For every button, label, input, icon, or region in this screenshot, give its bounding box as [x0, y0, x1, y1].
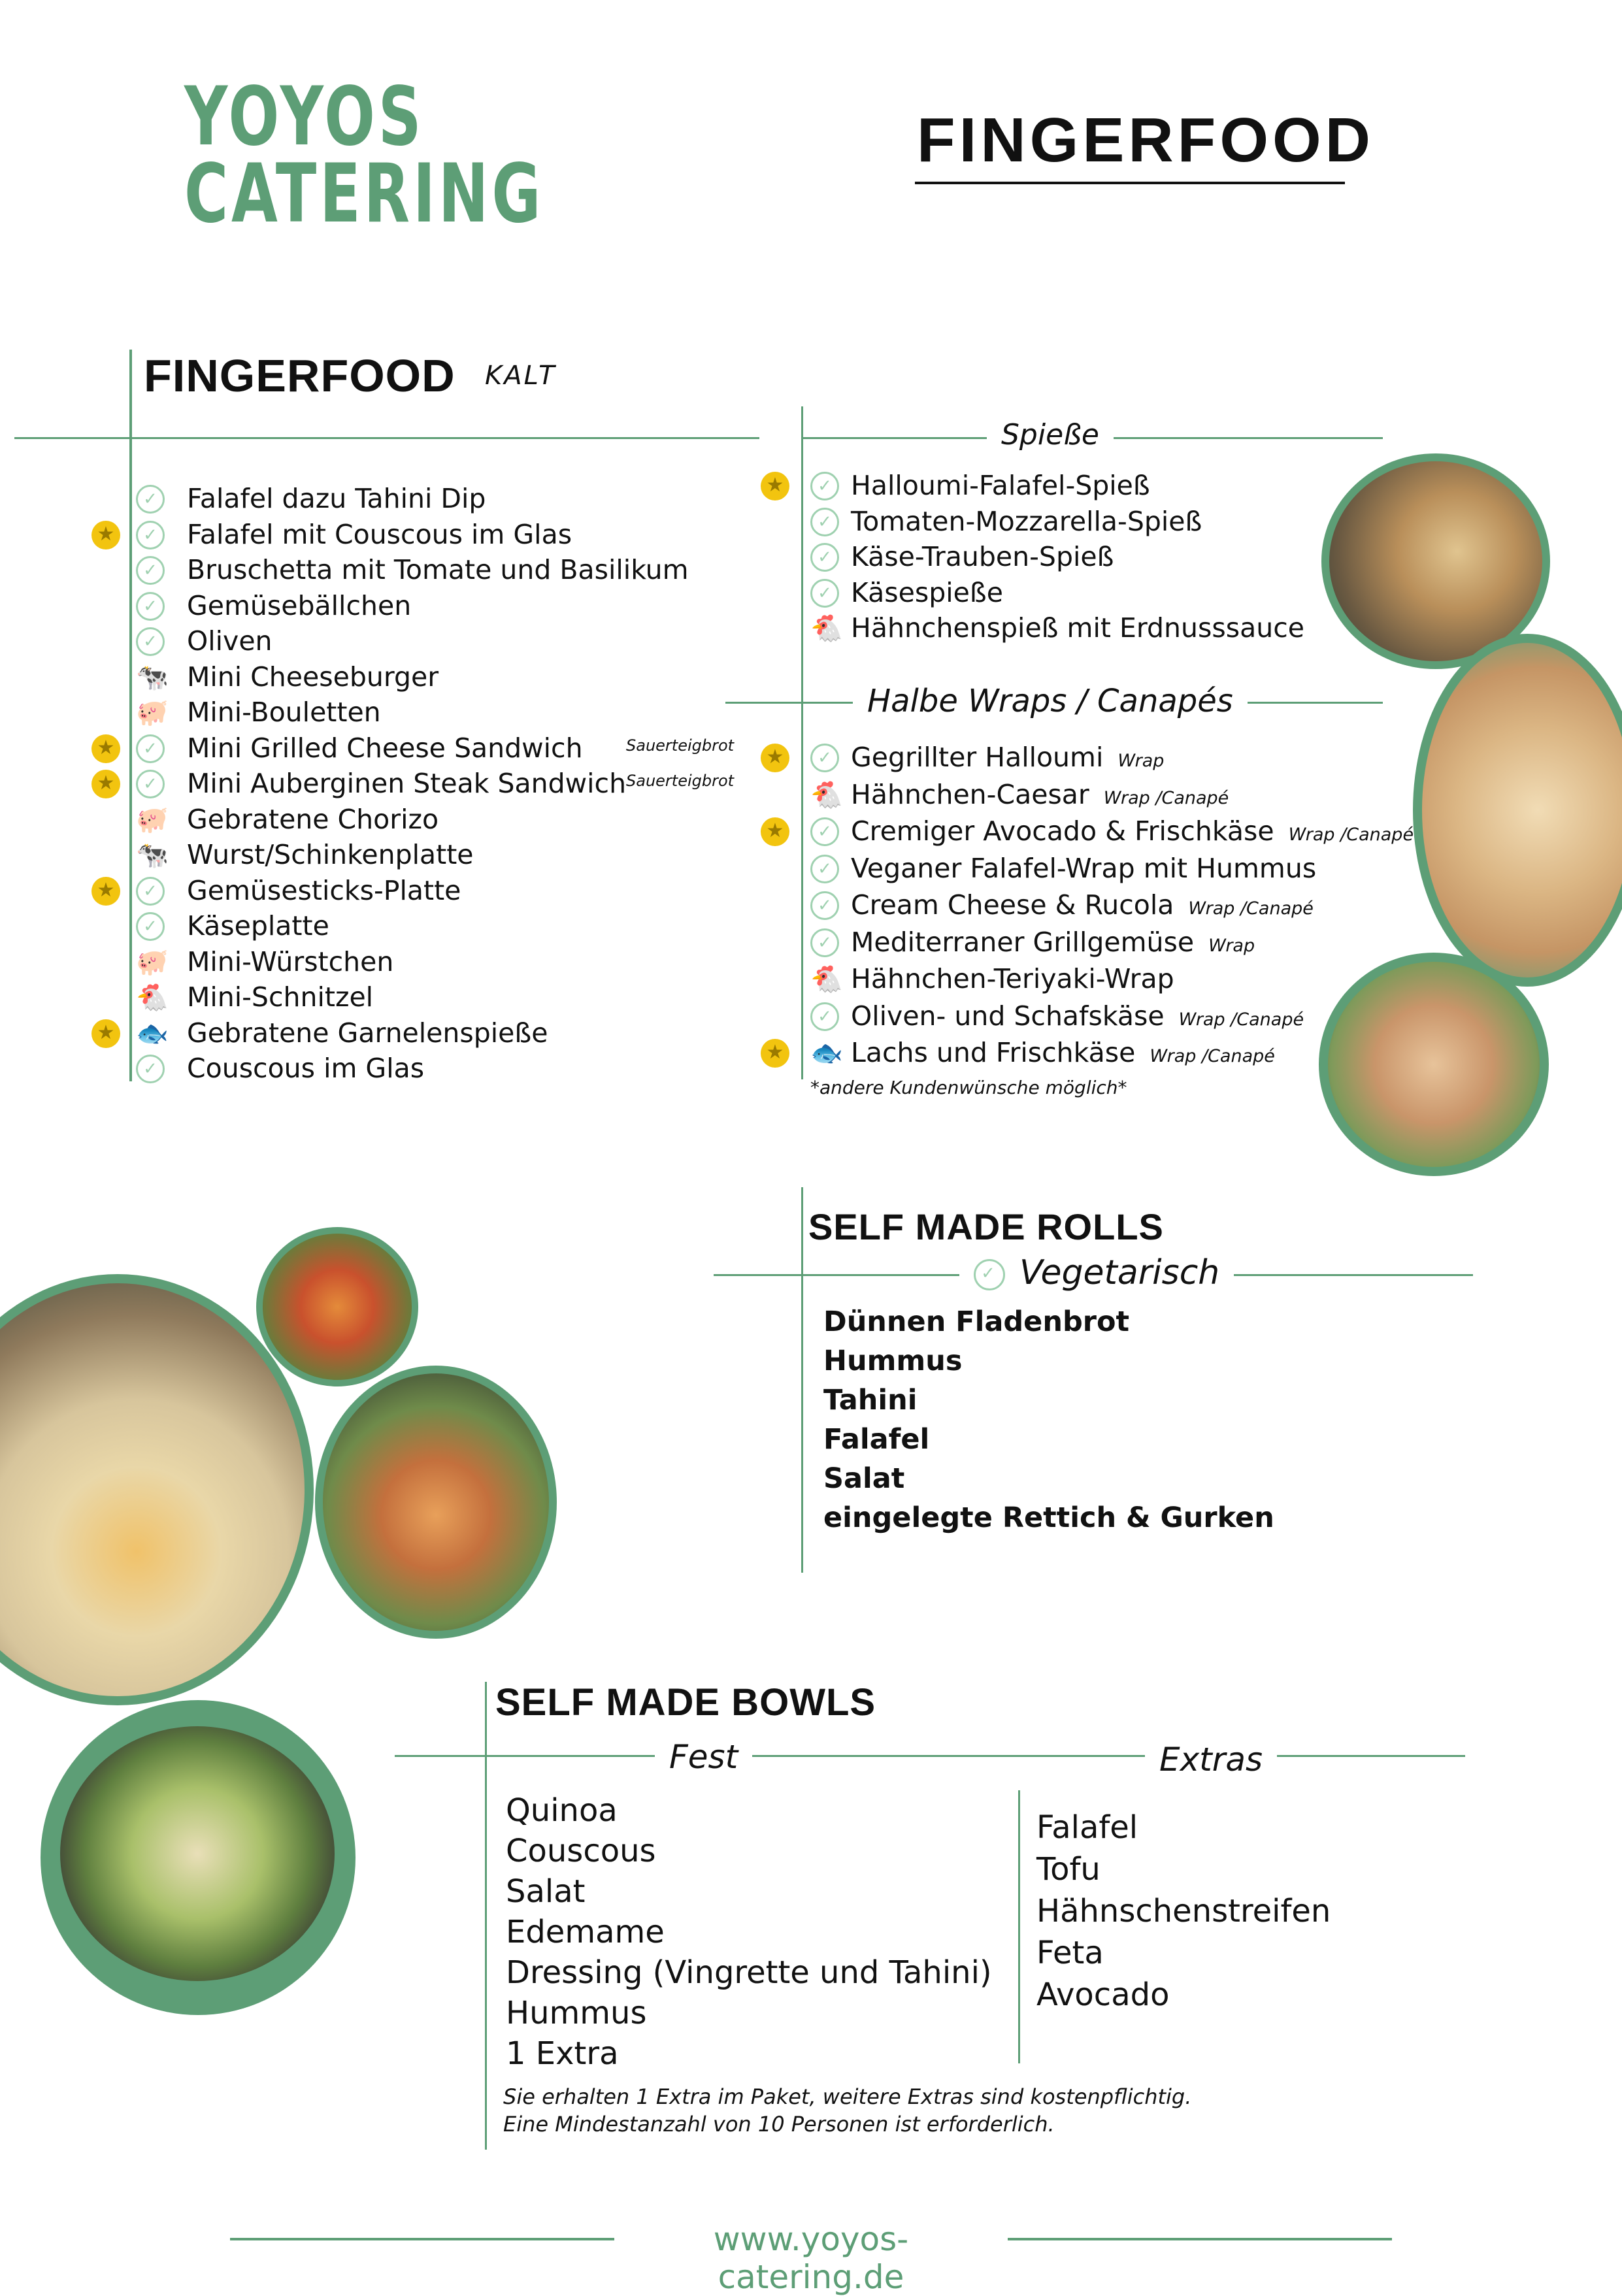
leaf-icon: [136, 734, 165, 763]
menu-item: [851, 469, 1150, 502]
leaf-icon: [136, 770, 165, 798]
rolls-item: Hummus: [823, 1345, 963, 1377]
menu-item-label: Gebratene Garnelenspieße: [187, 1017, 548, 1049]
menu-item-label: Mini Grilled Cheese Sandwich: [187, 732, 583, 764]
bowls-note-1: Sie erhalten 1 Extra im Paket, weitere Extras sind kostenpflichtig.: [503, 2084, 1192, 2109]
menu-item: [851, 741, 1164, 778]
cow-icon: 🐄: [136, 662, 169, 693]
menu-item: [851, 1036, 1275, 1073]
bowls-extras-item: Falafel: [1036, 1809, 1138, 1846]
menu-item: [187, 589, 411, 622]
menu-item-tag: Sauerteigbrot: [626, 736, 735, 755]
fish-icon: 🐟: [810, 1038, 843, 1068]
menu-item: [851, 505, 1202, 538]
star-icon: [91, 877, 120, 906]
menu-item: [187, 767, 735, 800]
menu-item-tag: Wrap /Canapé: [1103, 787, 1229, 808]
bowls-fest-item: 1 Extra: [506, 2035, 619, 2072]
footer-rule-right: [1008, 2238, 1392, 2240]
rolls-subtitle: Vegetarisch: [1019, 1253, 1220, 1292]
right-vertical-rule: [801, 406, 803, 1079]
photo-canapes: [1413, 634, 1622, 987]
leaf-icon: [810, 543, 839, 572]
leaf-icon: [136, 592, 165, 621]
leaf-icon: [136, 1055, 165, 1083]
fish-icon: 🐟: [136, 1018, 169, 1049]
menu-item-label: Falafel mit Couscous im Glas: [187, 518, 572, 550]
menu-item: [187, 981, 373, 1013]
footer-rule-left: [230, 2238, 614, 2240]
menu-item: [851, 778, 1229, 815]
menu-item-label: Couscous im Glas: [187, 1053, 425, 1084]
menu-item-tag: Wrap: [1117, 751, 1165, 771]
menu-item-tag: Wrap /Canapé: [1178, 1009, 1304, 1030]
menu-item: [187, 803, 439, 836]
photo-wraps: [1319, 953, 1549, 1176]
menu-item: [851, 815, 1414, 851]
menu-item: [187, 625, 273, 657]
photo-skewers: [256, 1227, 418, 1386]
menu-item: [187, 910, 329, 942]
menu-item: [187, 696, 381, 729]
fingerfood-horizontal-rule: [14, 437, 759, 439]
bowls-fest-item: Hummus: [506, 1995, 647, 2031]
leaf-icon: [810, 472, 839, 500]
bowls-extras-item: Avocado: [1036, 1976, 1170, 2013]
spiesse-title: Spieße: [987, 418, 1114, 451]
bowls-fest-item: Couscous: [506, 1833, 656, 1869]
bowls-extras-list: [1036, 1807, 1331, 2016]
menu-item: [851, 612, 1304, 644]
menu-item-label: Wurst/Schinkenplatte: [187, 839, 474, 870]
leaf-icon: [810, 1002, 839, 1031]
menu-item: [851, 852, 1316, 885]
bowls-title: SELF MADE BOWLS: [495, 1681, 876, 1724]
menu-item: [187, 518, 572, 551]
menu-item: [851, 1000, 1304, 1036]
menu-item-tag: Wrap: [1208, 935, 1255, 956]
bowls-extras-item: Feta: [1036, 1935, 1104, 1971]
menu-item-tag: Sauerteigbrot: [626, 772, 735, 790]
menu-item: [187, 1017, 548, 1049]
leaf-icon: [136, 912, 165, 941]
vegetarian-leaf-icon: [974, 1259, 1005, 1290]
rolls-title: SELF MADE ROLLS: [808, 1206, 1164, 1247]
star-icon: [761, 1039, 789, 1068]
leaf-icon: [136, 521, 165, 549]
bowls-extras-title: Extras: [1145, 1741, 1277, 1779]
leaf-icon: [810, 928, 839, 957]
menu-item-label: Oliven- und Schafskäse: [851, 1000, 1165, 1032]
menu-item-label: Käseplatte: [187, 910, 329, 942]
menu-item-label: Mediterraner Grillgemüse: [851, 926, 1195, 958]
rolls-item: eingelegte Rettich & Gurken: [823, 1501, 1274, 1534]
menu-item-tag: Wrap /Canapé: [1150, 1046, 1275, 1066]
star-icon: [91, 734, 120, 763]
menu-item: [187, 732, 735, 764]
chicken-icon: 🐔: [810, 964, 843, 994]
menu-item-label: Lachs und Frischkäse: [851, 1037, 1136, 1068]
menu-item-label: Bruschetta mit Tomate und Basilikum: [187, 554, 689, 585]
menu-item-label: Gebratene Chorizo: [187, 803, 439, 835]
chicken-icon: 🐔: [810, 779, 843, 810]
chicken-icon: 🐔: [136, 983, 169, 1013]
menu-item-label: Mini-Würstchen: [187, 945, 394, 977]
bowls-note-2: Eine Mindestanzahl von 10 Personen ist erforderlich.: [503, 2112, 1055, 2137]
menu-item-label: Cream Cheese & Rucola: [851, 889, 1174, 921]
photo-bowl: [41, 1700, 356, 2015]
menu-item: [187, 482, 486, 515]
menu-item-label: Halloumi-Falafel-Spieß: [851, 470, 1150, 501]
leaf-icon: [810, 891, 839, 920]
menu-item: [187, 1052, 424, 1085]
leaf-icon: [136, 556, 165, 585]
bowls-column-divider: [1018, 1790, 1020, 2063]
bowls-fest-item: Salat: [506, 1873, 586, 1910]
menu-item: [187, 945, 393, 978]
menu-item-label: Gemüsebällchen: [187, 589, 412, 621]
menu-item: [851, 926, 1255, 962]
rolls-item: Salat: [823, 1462, 905, 1495]
fingerfood-vertical-rule: [129, 350, 132, 1081]
menu-item: [187, 874, 461, 907]
brand-logo: [184, 70, 544, 241]
leaf-icon: [136, 627, 165, 656]
menu-item: [187, 661, 439, 693]
menu-item-label: Mini Auberginen Steak Sandwich: [187, 768, 627, 799]
brand-line-1: YOYOS: [184, 70, 425, 164]
bowls-extras-item: Tofu: [1036, 1851, 1101, 1888]
page-title: FINGERFOOD: [917, 105, 1374, 175]
menu-item-label: Hähnchen-Teriyaki-Wrap: [851, 963, 1174, 994]
leaf-icon: [810, 744, 839, 772]
bowls-fest-item: Dressing (Vingrette und Tahini): [506, 1954, 992, 1991]
pig-icon: 🐖: [136, 947, 169, 977]
menu-item-label: Mini-Schnitzel: [187, 981, 374, 1013]
menu-item-label: Oliven: [187, 625, 273, 657]
leaf-icon: [810, 817, 839, 846]
leaf-icon: [136, 485, 165, 514]
leaf-icon: [810, 855, 839, 883]
menu-item-label: Falafel dazu Tahini Dip: [187, 483, 486, 514]
menu-item: [851, 889, 1314, 925]
leaf-icon: [136, 877, 165, 906]
cow-icon: 🐄: [136, 840, 169, 870]
pig-icon: 🐖: [136, 804, 169, 835]
rolls-vertical-rule: [801, 1187, 803, 1573]
menu-item: [851, 540, 1114, 573]
footer-website-link[interactable]: www.yoyos-catering.de: [713, 2220, 909, 2296]
menu-item-label: Mini-Bouletten: [187, 697, 381, 728]
menu-item: [851, 962, 1174, 995]
bowls-vertical-rule: [485, 1682, 487, 2150]
menu-item-label: Hähnchen-Caesar: [851, 778, 1089, 810]
bowls-fest-item: Quinoa: [506, 1792, 618, 1829]
menu-item-label: Käsespieße: [851, 576, 1003, 608]
star-icon: [761, 744, 789, 772]
fingerfood-subtitle: KALT: [485, 361, 557, 391]
page-title-underline: [915, 182, 1345, 184]
star-icon: [761, 472, 789, 500]
bowls-rule: [395, 1755, 1465, 1757]
menu-item-label: Gemüsesticks-Platte: [187, 874, 461, 906]
rolls-list: [823, 1302, 1274, 1537]
bowls-fest-title: Fest: [655, 1738, 752, 1776]
wraps-title: Halbe Wraps / Canapés: [853, 683, 1248, 719]
bowls-extras-item: Hähnschenstreifen: [1036, 1893, 1331, 1929]
photo-buffet-platter: [315, 1366, 557, 1639]
fingerfood-title: FINGERFOOD: [144, 350, 455, 401]
bowls-fest-item: Edemame: [506, 1914, 665, 1950]
menu-item-label: Veganer Falafel-Wrap mit Hummus: [851, 852, 1317, 884]
leaf-icon: [810, 508, 839, 536]
menu-item: [851, 576, 1003, 609]
rolls-item: Dünnen Fladenbrot: [823, 1305, 1130, 1338]
menu-item: [187, 838, 474, 871]
menu-item-label: Hähnchenspieß mit Erdnusssauce: [851, 612, 1304, 644]
menu-item-label: Käse-Trauben-Spieß: [851, 541, 1114, 572]
menu-item-tag: Wrap /Canapé: [1288, 825, 1414, 845]
chicken-icon: 🐔: [810, 614, 843, 644]
pig-icon: 🐖: [136, 698, 169, 728]
wraps-note: *andere Kundenwünsche möglich*: [810, 1077, 1127, 1098]
star-icon: [91, 521, 120, 549]
bowls-fest-list: [506, 1790, 992, 2074]
rolls-item: Falafel: [823, 1423, 930, 1456]
menu-item-label: Mini Cheeseburger: [187, 661, 439, 693]
star-icon: [761, 817, 789, 846]
menu-item-label: Cremiger Avocado & Frischkäse: [851, 815, 1274, 847]
rolls-item: Tahini: [823, 1384, 918, 1417]
menu-item-tag: Wrap /Canapé: [1188, 898, 1314, 919]
leaf-icon: [810, 579, 839, 608]
star-icon: [91, 770, 120, 798]
star-icon: [91, 1019, 120, 1048]
menu-item: [187, 553, 689, 586]
menu-item-label: Tomaten-Mozzarella-Spieß: [851, 505, 1202, 537]
brand-line-2: CATERING: [184, 147, 544, 241]
menu-item-label: Gegrillter Halloumi: [851, 742, 1104, 773]
